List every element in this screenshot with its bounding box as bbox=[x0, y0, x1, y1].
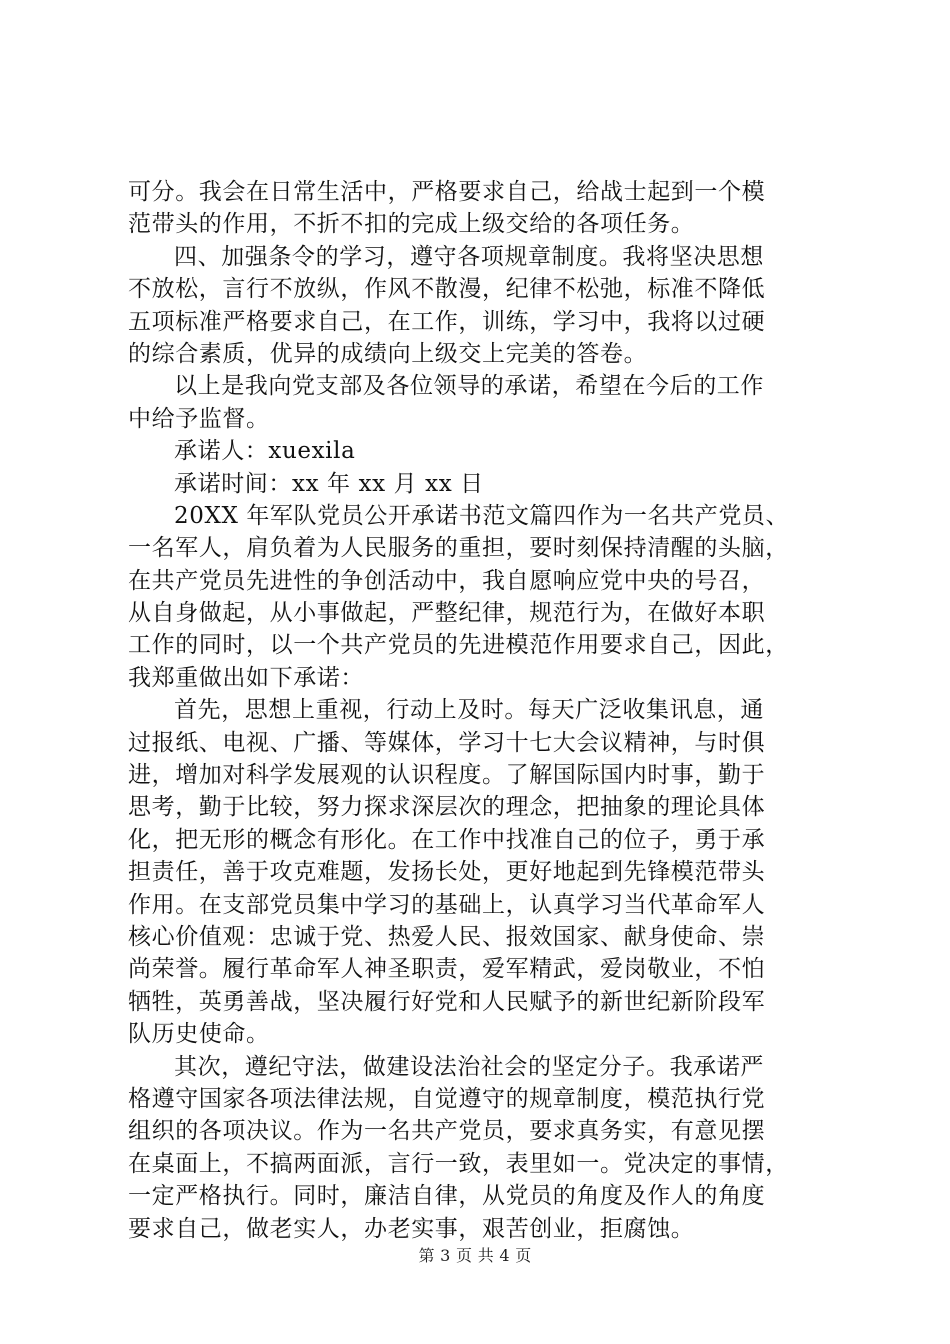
text-line: 进，增加对科学发展观的认识程度。了解国际国内时事，勤于 bbox=[128, 762, 766, 789]
text-line: 一名军人，肩负着为人民服务的重担，要时刻保持清醒的头脑， bbox=[128, 535, 789, 562]
text-line: 不放松，言行不放纵，作风不散漫，纪律不松弛，标准不降低 bbox=[128, 276, 766, 303]
text-line: 承诺时间：xx 年 xx 月 xx 日 bbox=[174, 470, 484, 497]
text-line: 其次，遵纪守法，做建设法治社会的坚定分子。我承诺严 bbox=[174, 1053, 764, 1080]
text-line: 作用。在支部党员集中学习的基础上，认真学习当代革命军人 bbox=[128, 891, 766, 918]
page-number-footer: 第 3 页 共 4 页 bbox=[418, 1246, 532, 1265]
text-line: 的综合素质，优异的成绩向上级交上完美的答卷。 bbox=[128, 340, 648, 367]
text-line: 承诺人：xuexila bbox=[174, 438, 356, 465]
text-line: 核心价值观：忠诚于党、热爱人民、报效国家、献身使命、崇 bbox=[128, 923, 766, 950]
text-line: 思考，勤于比较，努力探求深层次的理念，把抽象的理论具体 bbox=[128, 794, 766, 821]
text-line: 要求自己，做老实人，办老实事，艰苦创业，拒腐蚀。 bbox=[128, 1215, 695, 1242]
text-line: 在共产党员先进性的争创活动中，我自愿响应党中央的号召， bbox=[128, 567, 766, 594]
document-body bbox=[128, 176, 828, 1245]
text-line: 组织的各项决议。作为一名共产党员，要求真务实，有意见摆 bbox=[128, 1118, 766, 1145]
text-line: 担责任，善于攻克难题，发扬长处，更好地起到先锋模范带头 bbox=[128, 859, 766, 886]
text-line: 队历史使命。 bbox=[128, 1021, 270, 1048]
text-line: 五项标准严格要求自己，在工作，训练，学习中，我将以过硬 bbox=[128, 308, 766, 335]
text-line: 格遵守国家各项法律法规，自觉遵守的规章制度，模范执行党 bbox=[128, 1085, 766, 1112]
text-line: 过报纸、电视、广播、等媒体，学习十七大会议精神，与时俱 bbox=[128, 729, 766, 756]
text-line: 化，把无形的概念有形化。在工作中找准自己的位子，勇于承 bbox=[128, 826, 766, 853]
text-line: 以上是我向党支部及各位领导的承诺，希望在今后的工作 bbox=[174, 373, 764, 400]
text-line: 在桌面上，不搞两面派，言行一致，表里如一。党决定的事情， bbox=[128, 1150, 789, 1177]
text-line: 可分。我会在日常生活中，严格要求自己，给战士起到一个模 bbox=[128, 179, 766, 205]
text-line: 尚荣誉。履行革命军人神圣职责，爱军精武，爱岗敬业，不怕 bbox=[128, 956, 766, 983]
text-line: 牺牲，英勇善战，坚决履行好党和人民赋予的新世纪新阶段军 bbox=[128, 988, 766, 1015]
text-line: 首先，思想上重视，行动上及时。每天广泛收集讯息，通 bbox=[174, 697, 764, 724]
text-line: 一定严格执行。同时，廉洁自律，从党员的角度及作人的角度 bbox=[128, 1183, 766, 1210]
text-line: 范带头的作用，不折不扣的完成上级交给的各项任务。 bbox=[128, 211, 695, 238]
text-line: 从自身做起，从小事做起，严整纪律，规范行为，在做好本职 bbox=[128, 600, 766, 627]
text-line: 中给予监督。 bbox=[128, 405, 270, 432]
text-line: 20XX 年军队党员公开承诺书范文篇四作为一名共产党员、 bbox=[174, 502, 790, 529]
text-line: 工作的同时，以一个共产党员的先进模范作用要求自己，因此， bbox=[128, 632, 789, 659]
text-line: 我郑重做出如下承诺： bbox=[128, 664, 364, 691]
text-line: 四、加强条令的学习，遵守各项规章制度。我将坚决思想 bbox=[174, 243, 764, 270]
